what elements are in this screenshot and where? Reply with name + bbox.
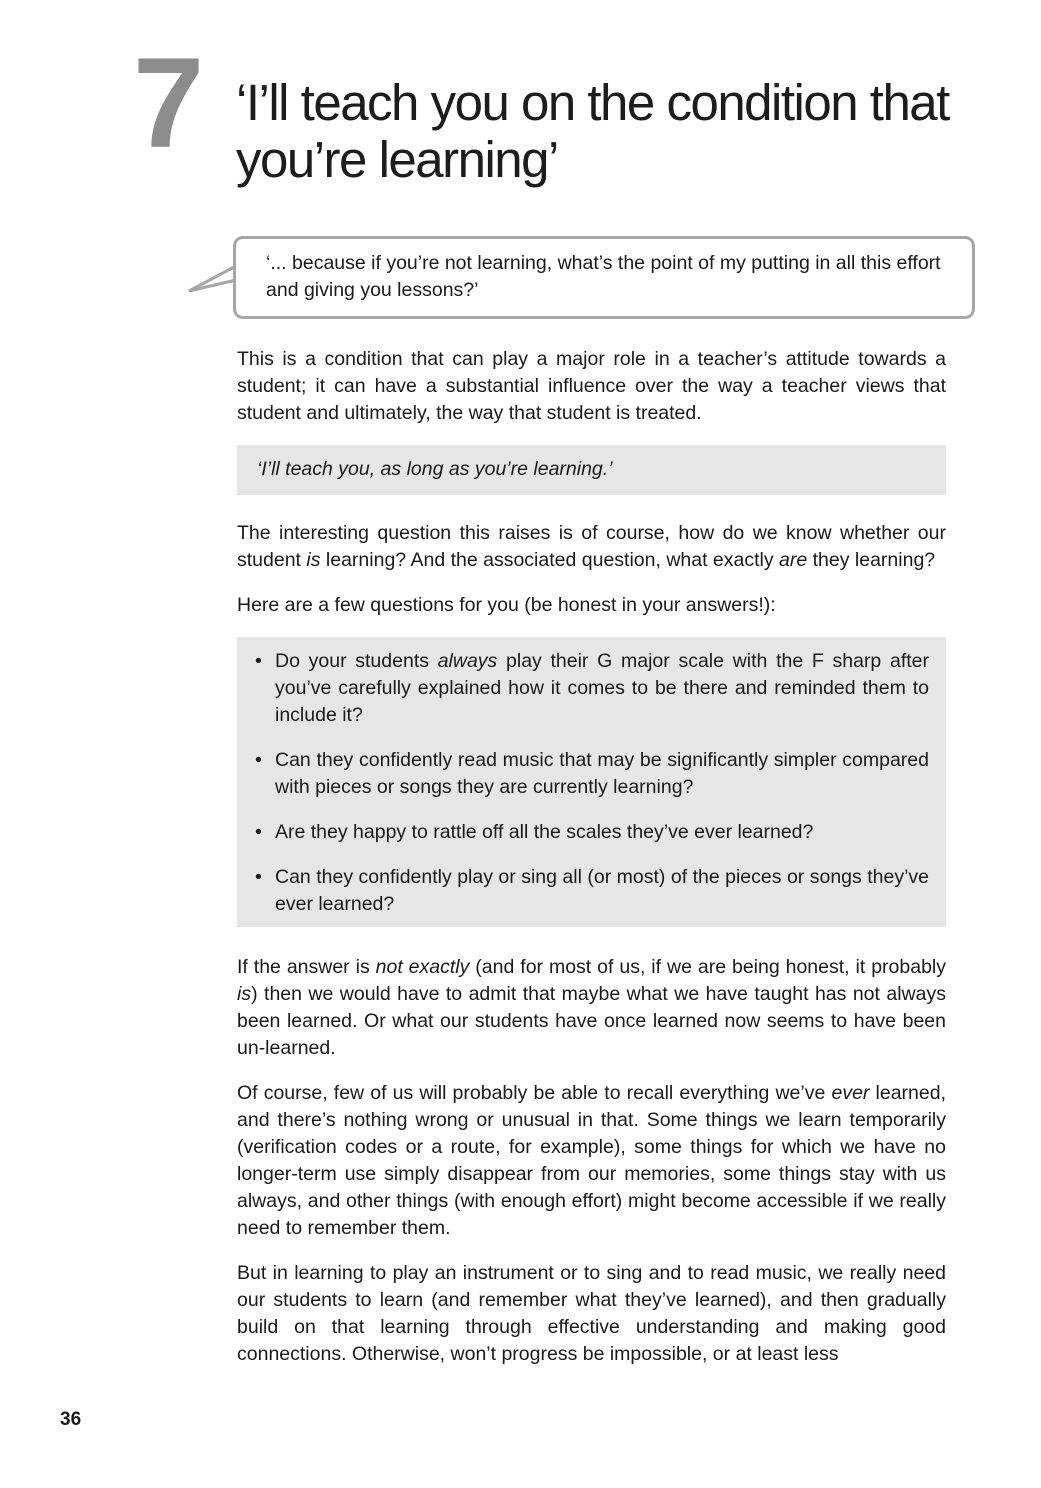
paragraph-2: The interesting question this raises is of course, how do we know whether our student is learning? And the associated question, what exactly are they learning? xyxy=(237,522,946,571)
speech-bubble xyxy=(233,236,975,319)
speech-bubble-tail xyxy=(186,262,238,296)
paragraph-5: Of course, few of us will probably be able to recall everything we’ve ever learned, and there’s nothing wrong or unusual in that. Some things we learn temporarily (verification codes or a route, for example), some things for which we have no longer-term use simply disappear from our memories, some things stay with us always, and other things (with enough effort) might become accessible if we really need to remember them. xyxy=(237,1082,946,1239)
paragraph-1: This is a condition that can play a major role in a teacher’s attitude towards a student; it can have a substantial influence over the way a teacher views that student and ultimately, the way that student is treated. xyxy=(237,348,946,424)
question-item: • Can they confidently read music that may be significantly simpler compared with pieces or songs they are currently learning? xyxy=(255,749,929,798)
quote-text: ‘I’ll teach you, as long as you’re learning.’ xyxy=(257,458,613,480)
chapter-title: ‘I’ll teach you on the condition that you’re learning’ xyxy=(236,74,949,188)
bullet-icon: • xyxy=(255,749,262,771)
question-item: • Are they happy to rattle off all the scales they’ve ever learned? xyxy=(255,819,929,846)
paragraph-4: If the answer is not exactly (and for most of us, if we are being honest, it probably is) then we would have to admit that maybe what we have taught has not always been learned. Or what our students have once learned now seems to have been un-learned. xyxy=(237,956,947,1059)
bullet-icon: • xyxy=(255,866,262,888)
bullet-icon: • xyxy=(255,650,262,672)
questions-list xyxy=(255,648,929,918)
quote-box xyxy=(237,445,946,495)
question-item: • Can they confidently play or sing all (or most) of the pieces or songs they’ve ever learned? xyxy=(255,866,929,915)
body-text xyxy=(237,346,946,1386)
paragraph-3: Here are a few questions for you (be honest in your answers!): xyxy=(237,594,776,616)
questions-box xyxy=(237,637,946,927)
bullet-icon: • xyxy=(255,821,262,843)
page-number: 36 xyxy=(60,1409,82,1430)
speech-bubble-text: ‘... because if you’re not learning, what’s the point of my putting in all this effort and giving you lessons?’ xyxy=(266,252,941,301)
chapter-number: 7 xyxy=(133,32,201,175)
paragraph-6: But in learning to play an instrument or to sing and to read music, we really need our students to learn (and remember what they’ve learned), and then gradually build on that learning through effective understanding and making good connections. Otherwise, won’t progress be impossible, or at least less xyxy=(237,1262,946,1365)
question-item: • Do your students always play their G major scale with the F sharp after you’ve carefully explained how it comes to be there and reminded them to include it? xyxy=(255,650,929,726)
